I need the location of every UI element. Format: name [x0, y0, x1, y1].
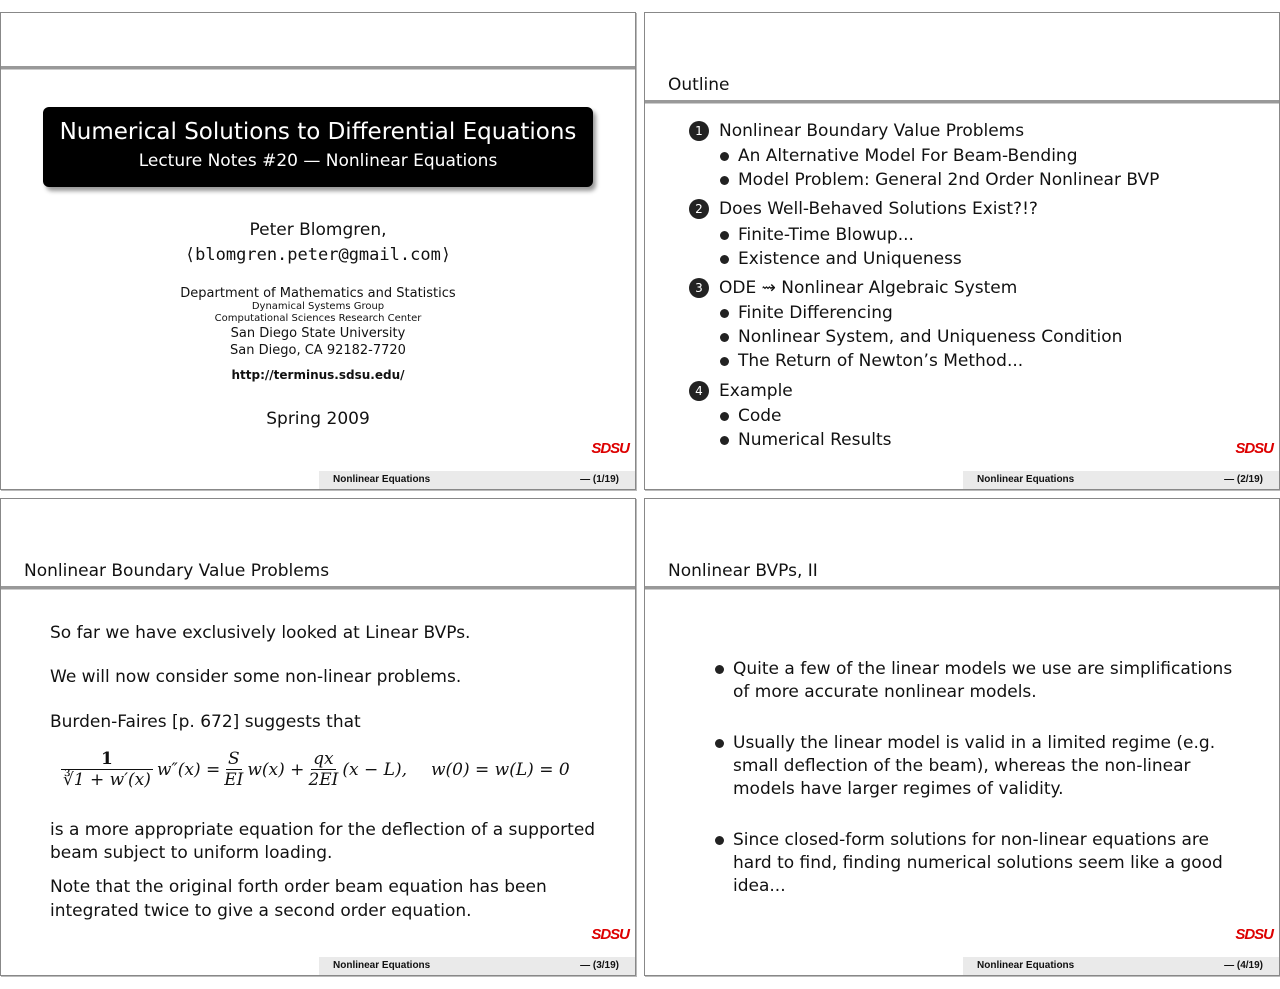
item-label: Model Problem: General 2nd Order Nonlinear BVP: [738, 170, 1160, 190]
date: Spring 2009: [266, 409, 370, 429]
outline-item[interactable]: [720, 303, 893, 323]
sdsu-logo: SDSU: [1235, 926, 1273, 943]
eq-radicand: 1 + w′(x): [73, 770, 151, 790]
bullet-item: [733, 829, 1253, 898]
research-center: Computational Sciences Research Center: [214, 313, 422, 324]
footer: [963, 957, 1279, 975]
eq-ei: EI: [224, 770, 244, 790]
equation: [59, 749, 570, 790]
header-divider: [1, 66, 635, 70]
bullet-icon: [720, 436, 729, 445]
bullet-item: [733, 658, 1253, 704]
bullet-icon: [715, 665, 724, 674]
eq-tail: (x − L),: [342, 759, 407, 780]
item-label: Existence and Uniqueness: [738, 249, 962, 269]
paragraph: beam subject to uniform loading.: [50, 843, 333, 863]
bullet-text: Since closed-form solutions for non-linear equations are hard to find, finding numerical solutions seem like a good idea...: [733, 830, 1223, 896]
outline-item[interactable]: [720, 406, 782, 426]
paragraph: is a more appropriate equation for the deflection of a supported: [50, 820, 596, 840]
outline-item[interactable]: [720, 249, 962, 269]
frame-title: Nonlinear Boundary Value Problems: [24, 561, 330, 581]
eq-qx: qx: [313, 749, 334, 769]
item-label: Finite-Time Blowup...: [738, 225, 914, 245]
frame-title: Outline: [668, 75, 730, 95]
department: Department of Mathematics and Statistics: [180, 286, 456, 301]
slide-4: [644, 498, 1280, 976]
paragraph: integrated twice to give a second order equation.: [50, 901, 472, 921]
paragraph: So far we have exclusively looked at Linear BVPs.: [50, 623, 471, 643]
bullet-icon: [720, 255, 729, 264]
eq-boundary: w(0) = w(L) = 0: [431, 759, 570, 780]
outline-item[interactable]: [720, 351, 1023, 371]
outline-section-4[interactable]: [689, 381, 793, 401]
bullet-icon: [715, 739, 724, 748]
item-label: The Return of Newton’s Method...: [738, 351, 1024, 371]
bullet-icon: [720, 412, 729, 421]
slide-2: [644, 12, 1280, 490]
bullet-text: Quite a few of the linear models we use are simplifications of more accurate nonlinear models.: [733, 659, 1233, 702]
bullet-icon: [720, 357, 729, 366]
section-label: Example: [719, 381, 793, 401]
bullet-icon: [720, 231, 729, 240]
slide-3: [0, 498, 636, 976]
section-number: 1: [689, 121, 709, 141]
cube-root-icon: ∛: [62, 770, 74, 790]
bullet-icon: [715, 836, 724, 845]
slide-1: [0, 12, 636, 490]
item-label: Nonlinear System, and Uniqueness Condition: [738, 327, 1123, 347]
footer-title: Nonlinear Equations: [333, 474, 431, 485]
page-number: — (3/19): [580, 960, 619, 971]
sdsu-logo: SDSU: [1235, 440, 1273, 457]
sdsu-logo: SDSU: [591, 440, 629, 457]
outline-section-3[interactable]: [689, 278, 1017, 298]
eq-2ei: 2EI: [308, 770, 339, 790]
outline-item[interactable]: [720, 430, 892, 450]
group: Dynamical Systems Group: [251, 301, 385, 312]
footer-title: Nonlinear Equations: [977, 474, 1075, 485]
footer: [319, 957, 635, 975]
page-number: — (4/19): [1224, 960, 1263, 971]
outline-item[interactable]: [720, 170, 1159, 190]
frame-title: Nonlinear BVPs, II: [668, 561, 818, 581]
section-label: Nonlinear Boundary Value Problems: [719, 121, 1025, 141]
eq-s: S: [227, 749, 240, 769]
eq-numerator: 1: [61, 749, 153, 770]
url-link[interactable]: http://terminus.sdsu.edu/: [231, 368, 405, 382]
section-label: ODE ⇝ Nonlinear Algebraic System: [719, 278, 1018, 298]
outline-item[interactable]: [720, 225, 914, 245]
footer: [319, 471, 635, 489]
presentation-subtitle: Lecture Notes #20 — Nonlinear Equations: [138, 151, 498, 171]
outline-section-1[interactable]: [689, 121, 1024, 141]
bullet-icon: [720, 176, 729, 185]
section-number: 4: [689, 381, 709, 401]
header-divider: [645, 100, 1279, 104]
bullet-icon: [720, 333, 729, 342]
page-number: — (2/19): [1224, 474, 1263, 485]
footer-title: Nonlinear Equations: [977, 960, 1075, 971]
outline-section-2[interactable]: [689, 199, 1038, 219]
outline-item[interactable]: [720, 146, 1078, 166]
bullet-icon: [720, 309, 729, 318]
city: San Diego, CA 92182-7720: [230, 343, 406, 358]
footer: [963, 471, 1279, 489]
item-label: Code: [738, 406, 782, 426]
footer-title: Nonlinear Equations: [333, 960, 431, 971]
university: San Diego State University: [230, 326, 406, 341]
item-label: Numerical Results: [738, 430, 892, 450]
header-divider: [645, 586, 1279, 590]
item-label: An Alternative Model For Beam-Bending: [738, 146, 1078, 166]
paragraph: We will now consider some non-linear problems.: [50, 667, 462, 687]
title-box: [43, 107, 593, 187]
bullet-text: Usually the linear model is valid in a limited regime (e.g. small deflection of the beam), whereas the non-linear models have larger regimes of validity.: [733, 733, 1216, 799]
section-label: Does Well-Behaved Solutions Exist?!?: [719, 199, 1038, 219]
eq-lhs: w″(x) =: [156, 759, 221, 780]
bullet-icon: [720, 152, 729, 161]
page-number: — (1/19): [580, 474, 619, 485]
sdsu-logo: SDSU: [591, 926, 629, 943]
section-number: 3: [689, 278, 709, 298]
item-label: Finite Differencing: [738, 303, 893, 323]
author: Peter Blomgren,: [249, 220, 387, 240]
paragraph: Note that the original forth order beam equation has been: [50, 877, 547, 897]
section-number: 2: [689, 199, 709, 219]
eq-mid: w(x) +: [247, 759, 305, 780]
paragraph: Burden-Faires [p. 672] suggests that: [50, 712, 361, 732]
header-divider: [1, 586, 635, 590]
presentation-title: Numerical Solutions to Differential Equations: [59, 119, 577, 145]
bullet-item: [733, 732, 1253, 801]
outline-item[interactable]: [720, 327, 1122, 347]
email: ⟨blomgren.peter@gmail.com⟩: [184, 245, 452, 265]
